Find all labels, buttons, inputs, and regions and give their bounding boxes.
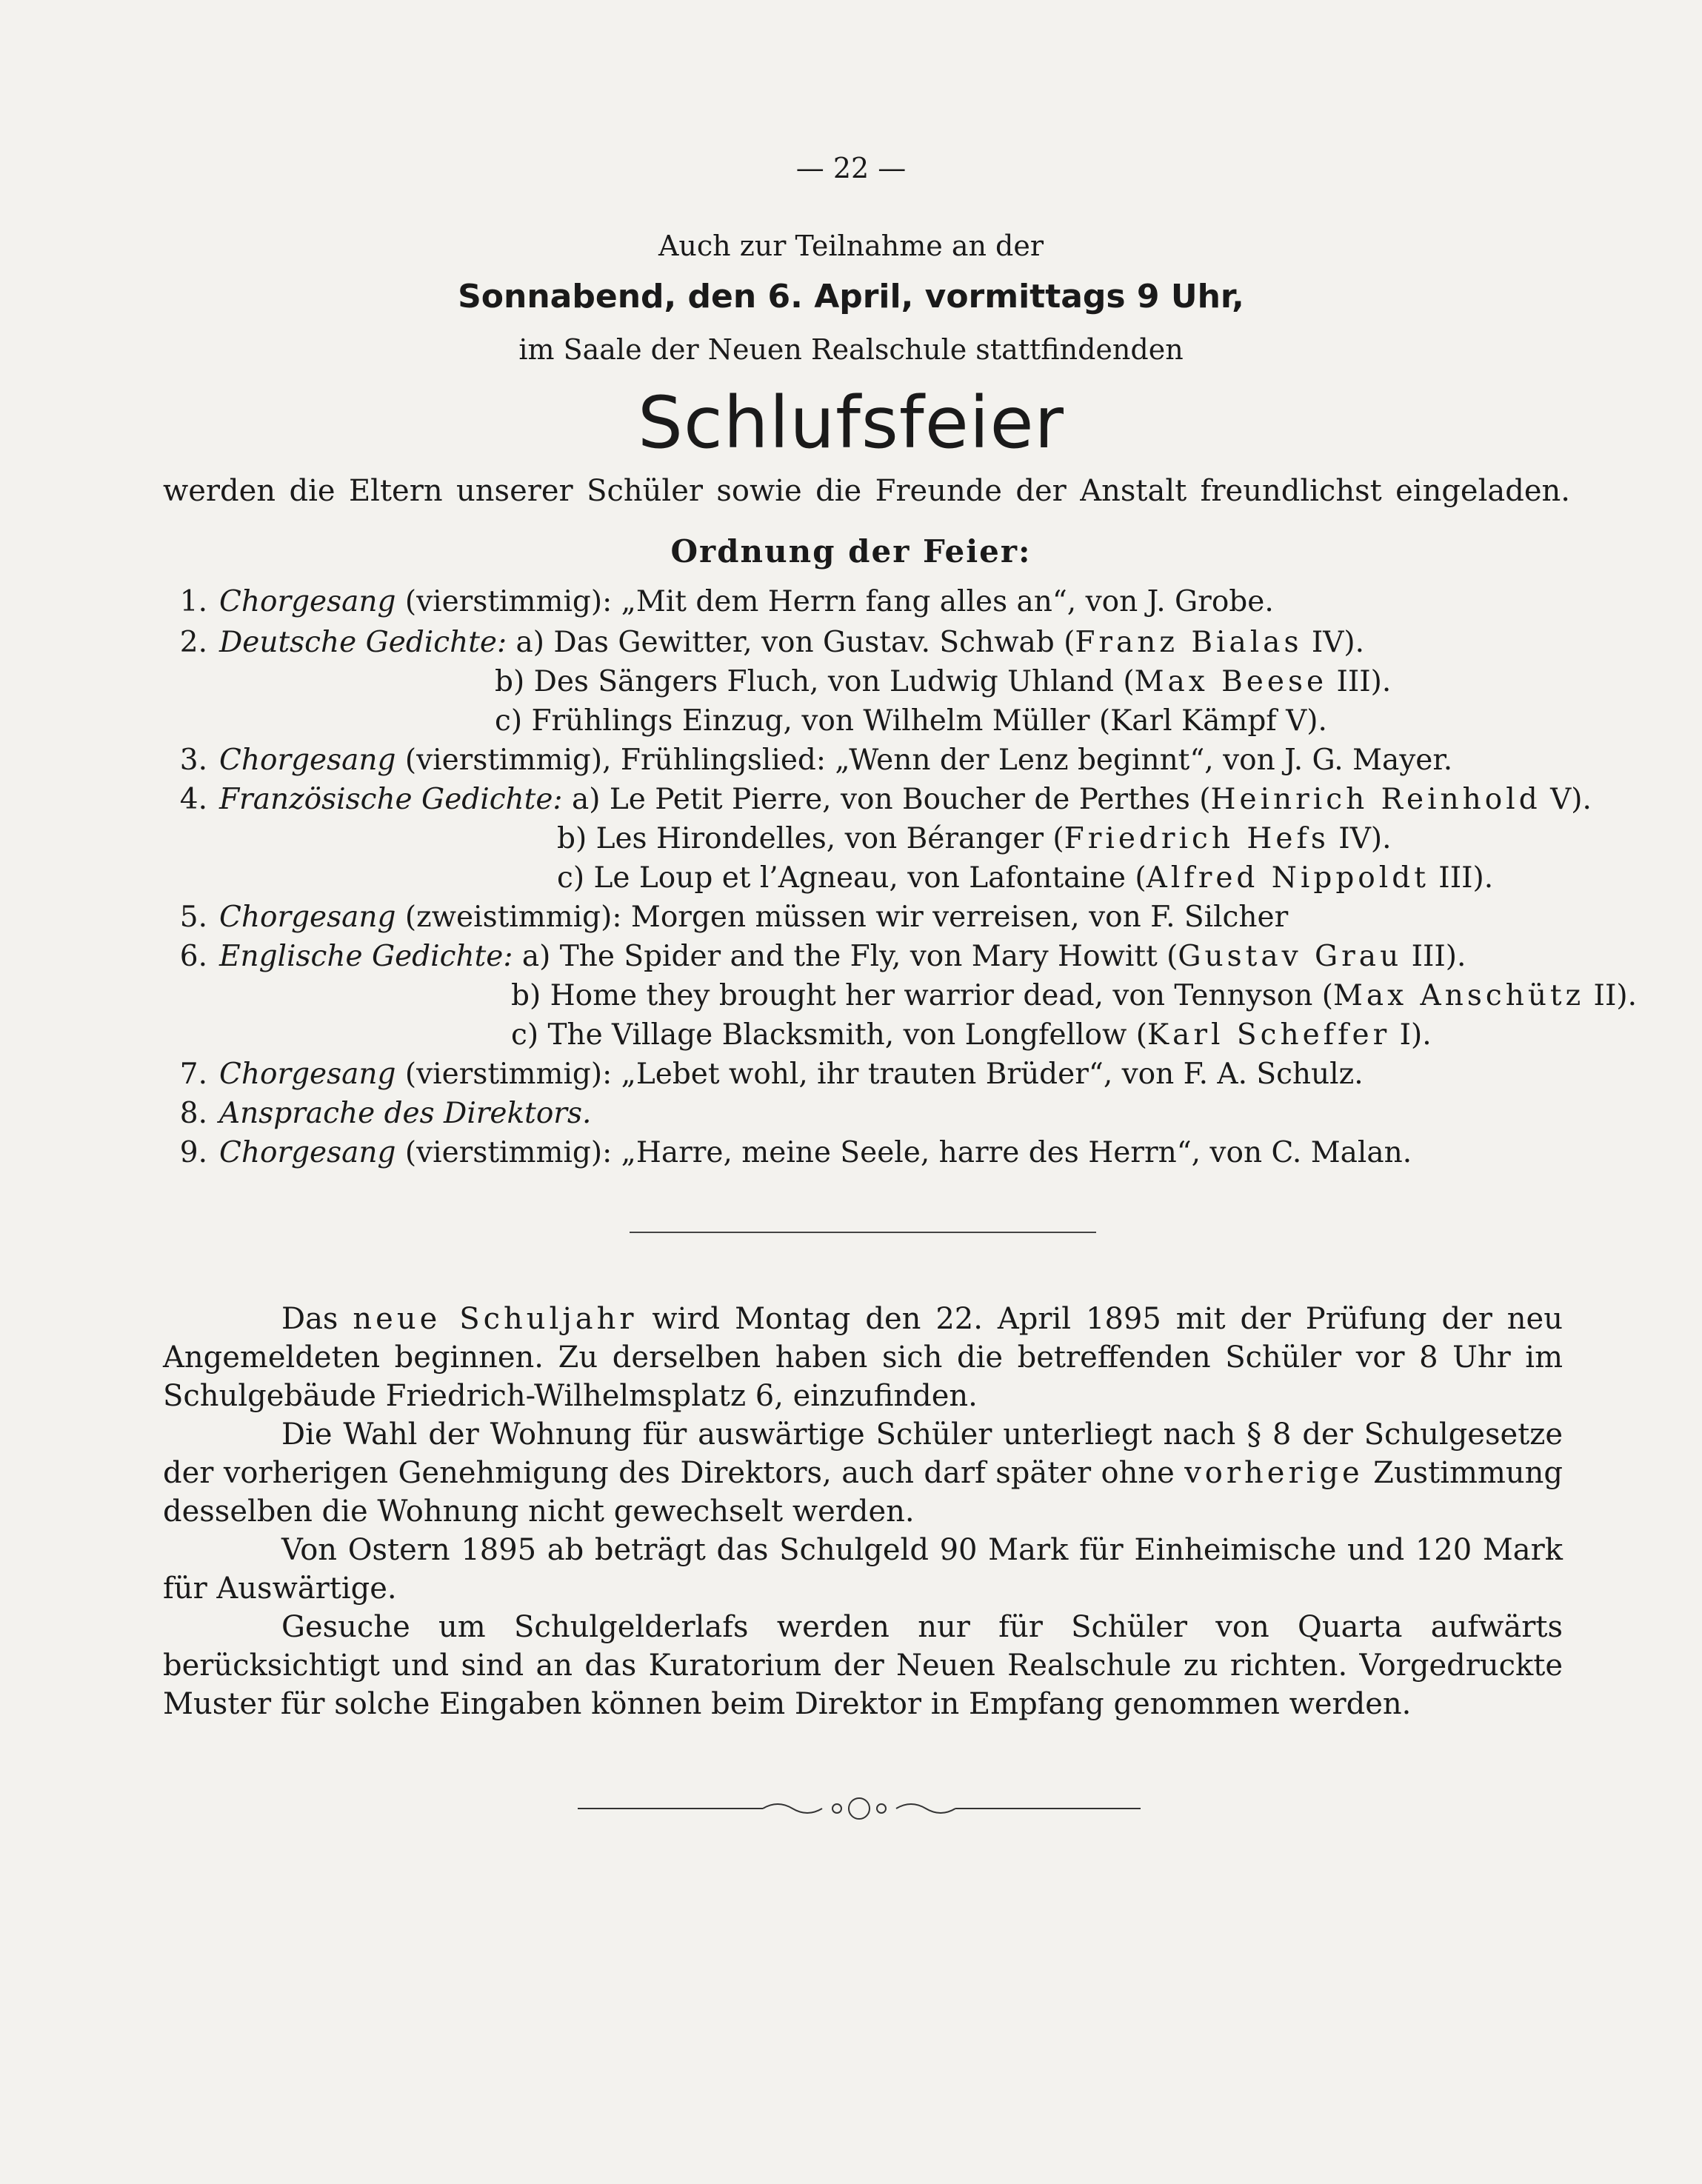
paragraph-fee-waiver: Gesuche um Schulgelderlafs werden nur für Schüler von Quarta aufwärts berücksichtigt und sind an das Kuratorium der Neuen Realschule zu richten. Vorgedruckte Muster für solche Eingaben können beim Direktor in Empfang genommen werden.: [163, 1610, 1563, 1721]
notice-paragraphs: [163, 1300, 1563, 1723]
paragraph-housing: Die Wahl der Wohnung für auswärtige Schüler unterliegt nach § 8 der Schulgesetze der vorherigen Genehmigung des Direktors, auch darf später ohne vorherige Zustimmung desselben die Wohnung nicht gewechselt werden.: [163, 1417, 1563, 1529]
program-subitem: b) Des Sängers Fluch, von Ludwig Uhland (Max Beese III).: [495, 665, 1392, 698]
ornament-divider: [578, 1790, 1141, 1827]
order-heading: Ordnung der Feier:: [670, 533, 1032, 570]
venue-line: im Saale der Neuen Realschule stattfindenden: [518, 333, 1184, 366]
program-item: 2. Deutsche Gedichte: a) Das Gewitter, von Gustav. Schwab (Franz Bialas IV).: [179, 626, 1365, 659]
program-subitem: c) Frühlings Einzug, von Wilhelm Müller (Karl Kämpf V).: [495, 704, 1327, 738]
program-subitem: b) Les Hirondelles, von Béranger (Friedrich Hefs IV).: [557, 822, 1392, 855]
paragraph-fees: Von Ostern 1895 ab beträgt das Schulgeld 90 Mark für Einheimische und 120 Mark für Auswärtige.: [163, 1533, 1563, 1606]
program-item: 1. Chorgesang (vierstimmig): „Mit dem Herrn fang alles an“, von J. Grobe.: [179, 585, 1274, 618]
section-divider: [630, 1232, 1096, 1233]
program-item: 4. Französische Gedichte: a) Le Petit Pierre, von Boucher de Perthes (Heinrich Reinhold V).: [179, 783, 1592, 816]
program-item: 8. Ansprache des Direktors.: [179, 1097, 592, 1130]
program-item: 7. Chorgesang (vierstimmig): „Lebet wohl, ihr trauten Brüder“, von F. A. Schulz.: [179, 1058, 1364, 1091]
program-subitem: c) The Village Blacksmith, von Longfellow (Karl Scheffer I).: [511, 1018, 1432, 1052]
program-item: 3. Chorgesang (vierstimmig), Frühlingslied: „Wenn der Lenz beginnt“, von J. G. Mayer.: [179, 744, 1453, 777]
page-number: — 22 —: [795, 152, 907, 184]
program-subitem: c) Le Loup et l’Agneau, von Lafontaine (Alfred Nippoldt III).: [557, 861, 1494, 895]
page-title: Schlufsfeier: [638, 381, 1064, 464]
intro-line: Auch zur Teilnahme an der: [658, 230, 1044, 262]
date-line: Sonnabend, den 6. April, vormittags 9 Uhr,: [458, 278, 1244, 315]
program-subitem: b) Home they brought her warrior dead, von Tennyson (Max Anschütz II).: [511, 979, 1637, 1012]
program-item: 6. Englische Gedichte: a) The Spider and the Fly, von Mary Howitt (Gustav Grau III).: [179, 940, 1466, 973]
invitation-line: werden die Eltern unserer Schüler sowie die Freunde der Anstalt freundlichst eingeladen.: [163, 474, 1570, 508]
program-item: 9. Chorgesang (vierstimmig): „Harre, meine Seele, harre des Herrn“, von C. Malan.: [179, 1136, 1412, 1169]
paragraph-school-year: Das neue Schuljahr wird Montag den 22. April 1895 mit der Prüfung der neu Angemeldeten beginnen. Zu derselben haben sich die betreffenden Schüler vor 8 Uhr im Schulgebäude Friedrich-Wilhelmsplatz 6, einzufinden.: [163, 1302, 1563, 1413]
program-item: 5. Chorgesang (zweistimmig): Morgen müssen wir verreisen, von F. Silcher: [179, 901, 1289, 934]
